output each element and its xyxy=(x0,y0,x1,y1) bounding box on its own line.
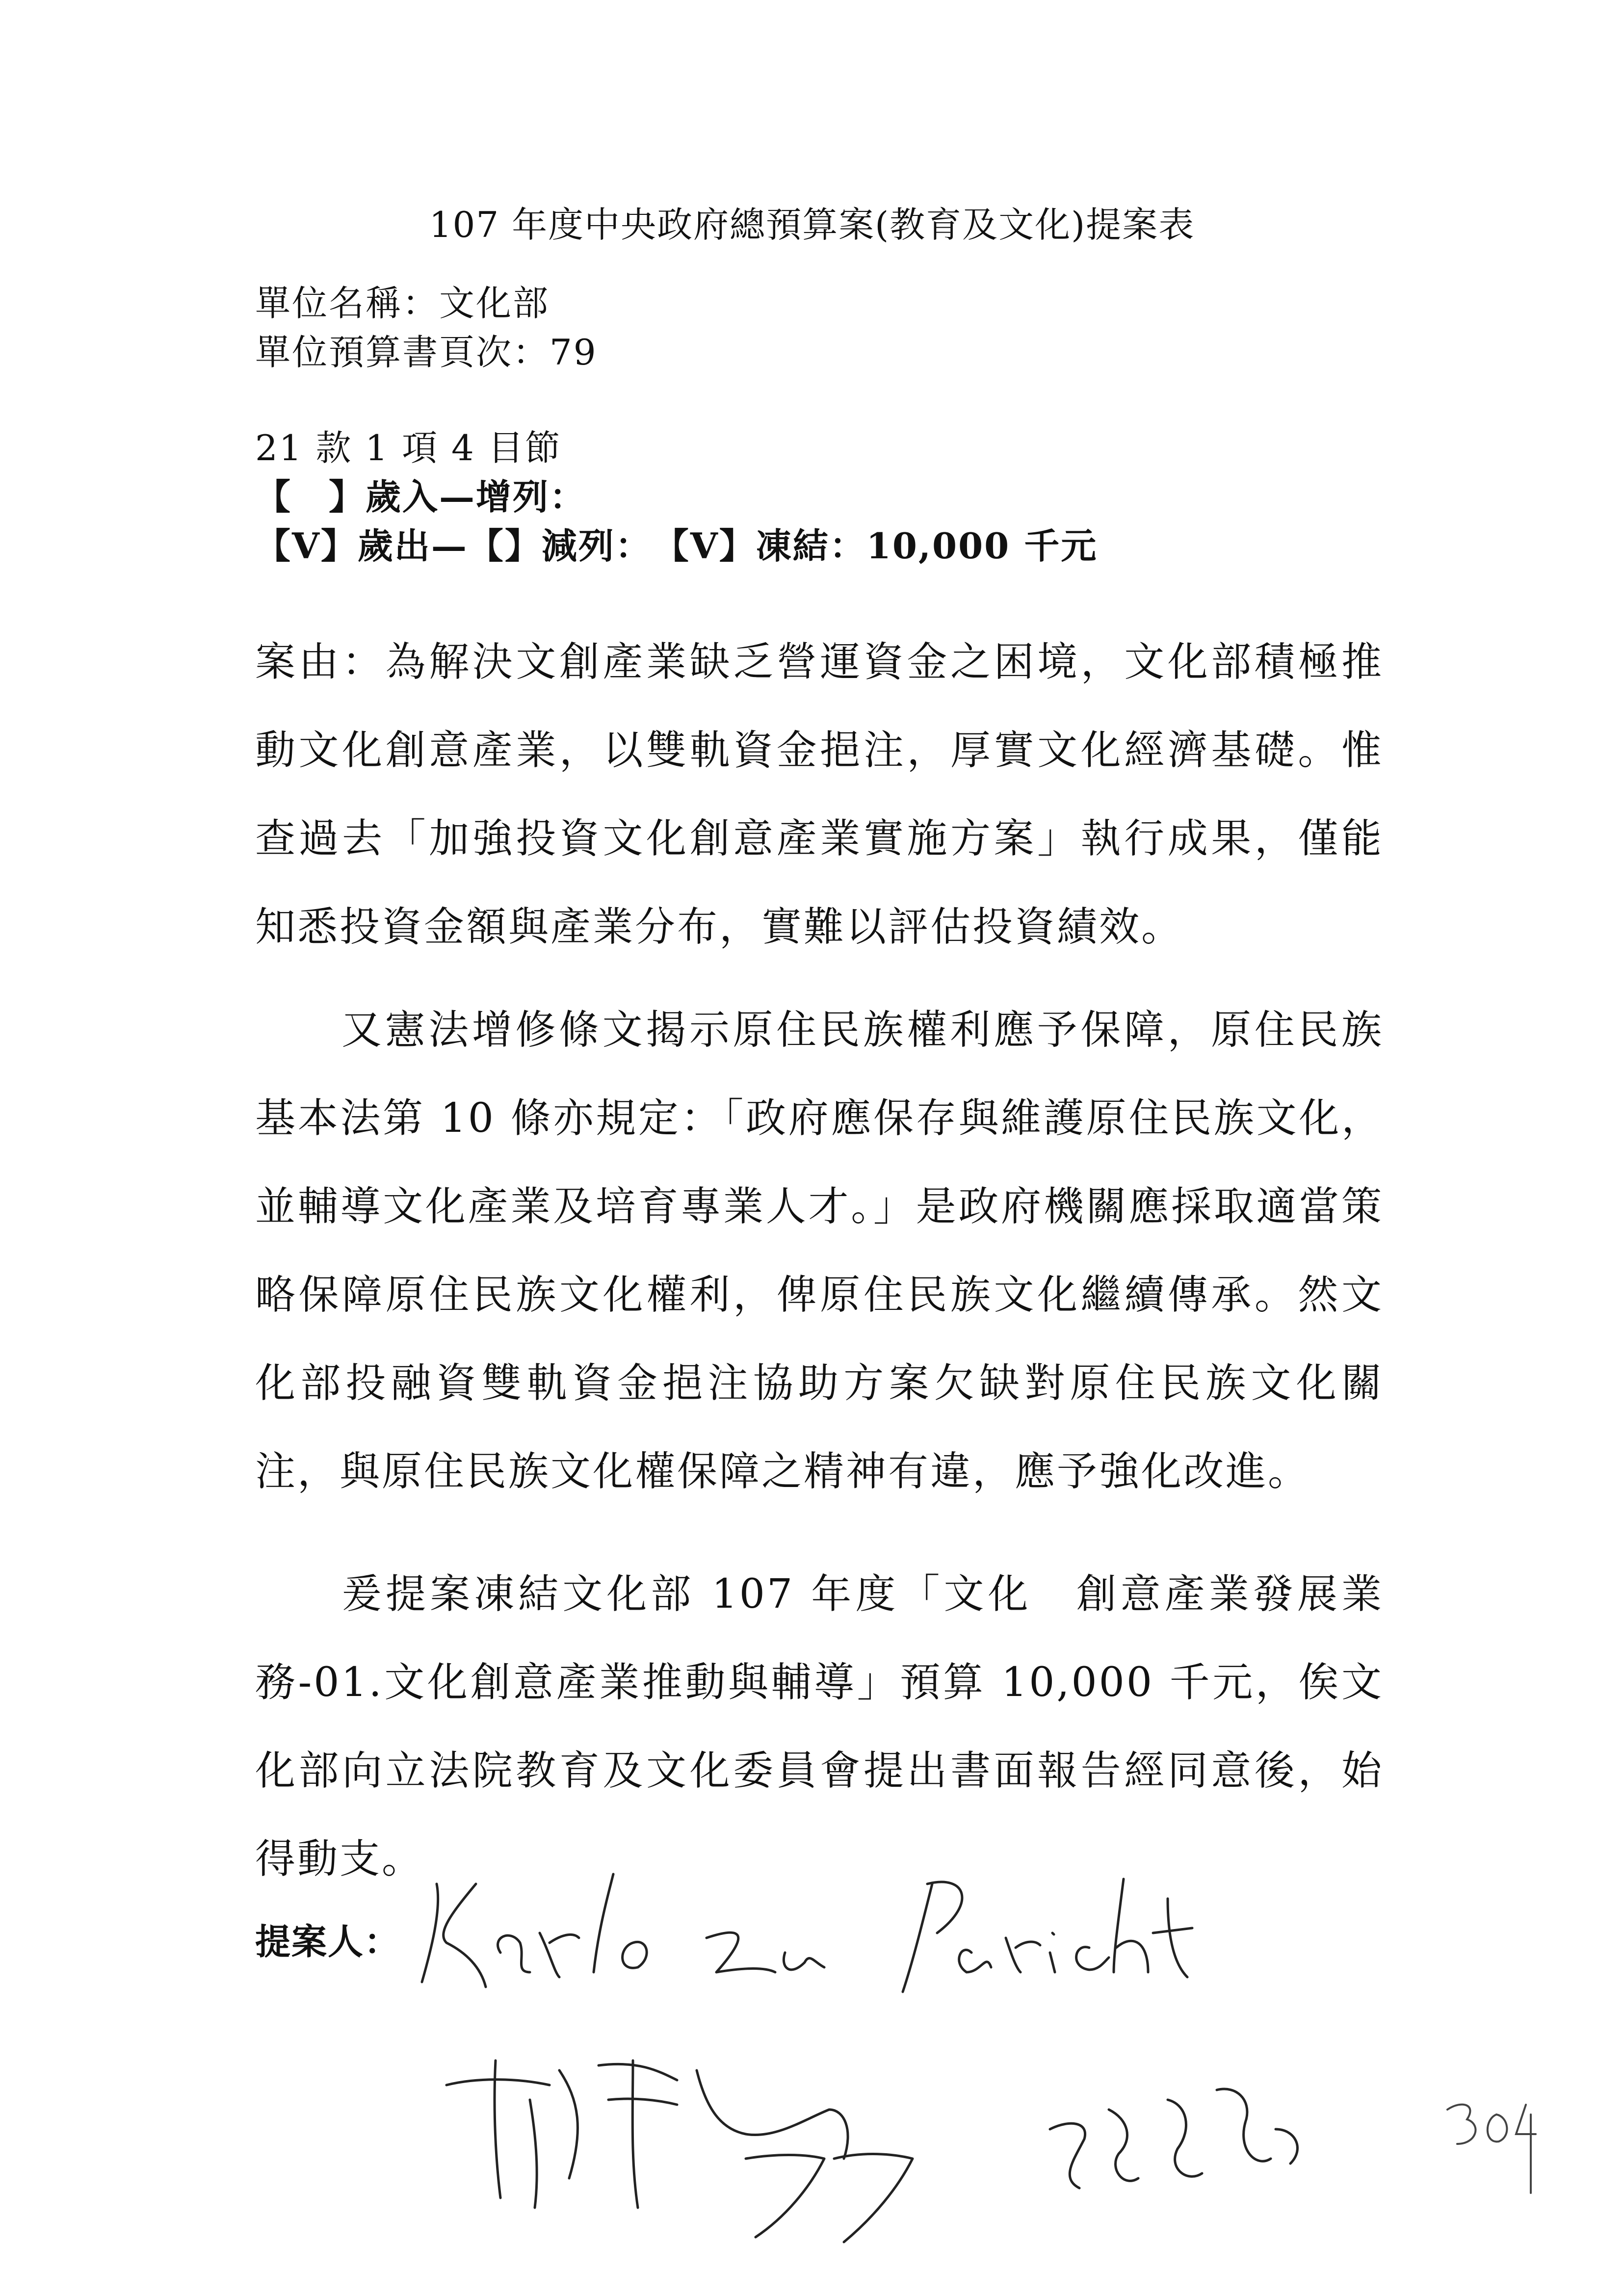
unit-name: 單位名稱：文化部 xyxy=(255,283,550,324)
budget-page-number: 單位預算書頁次：79 xyxy=(255,332,598,373)
paragraph-reason: 案由：為解決文創產業缺乏營運資金之困境，文化部積極推動文化創意產業，以雙軌資金挹注，厚實文化經濟基礎。惟查過去「加強投資文化創意產業實施方案」執行成果，僅能知悉投資金額與產業分布，實難以評估投資績效。 xyxy=(255,639,1384,950)
handwritten-page-number xyxy=(1438,2080,1545,2198)
paragraph-proposal: 爰提案凍結文化部 107 年度「文化 創意產業發展業務-01.文化創意產業推動與輔導」預算 10,000 千元，俟文化部向立法院教育及文化委員會提出書面報告經同意後，始得動支。 xyxy=(255,1571,1384,1882)
expenditure-line: 【V】歲出—【】減列： 【V】凍結：10,000 千元 xyxy=(255,525,1098,567)
proposer-label: 提案人： xyxy=(255,1921,401,1962)
signature-latin xyxy=(422,1874,1192,1992)
signature-cursive xyxy=(446,2061,1297,2242)
paragraph-indigenous-rights: 又憲法增修條文揭示原住民族權利應予保障，原住民族基本法第 10 條亦規定：「政府應保存與維護原住民族文化，並輔導文化產業及培育專業人才。」是政府機關應採取適當策略保障原住民族文化權利，俾原住民族文化繼續傳承。然文化部投融資雙軌資金挹注協助方案欠缺對原住民族文化關注，與原住民族文化權保障之精神有違，應予強化改進。 xyxy=(255,1007,1384,1495)
revenue-line: 【 】歲入—增列： xyxy=(255,476,587,518)
document-title: 107 年度中央政府總預算案(教育及文化)提案表 xyxy=(429,204,1195,245)
handwritten-signatures xyxy=(402,1854,1433,2257)
budget-section: 21 款 1 項 4 目節 xyxy=(255,427,562,469)
